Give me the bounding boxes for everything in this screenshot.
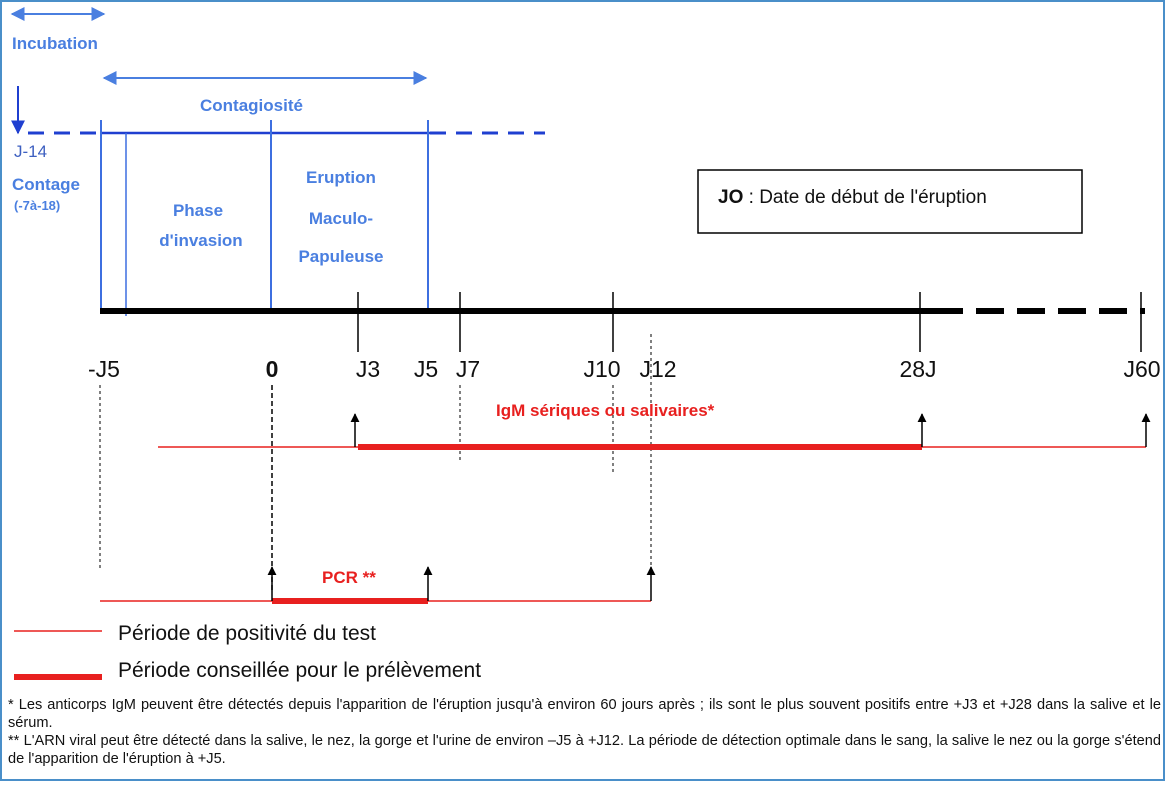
footnote-pcr: ** L'ARN viral peut être détecté dans la salive, le nez, la gorge et l'urine de environ –J5 à +J12. La période de détection optimale dans le sang, la salive le nez ou la gorge s'étend de l'apparition de l'éruption à +J5. (8, 733, 1161, 767)
axis-label-j12: J12 (639, 356, 677, 382)
legend-thick-label: Période conseillée pour le prélèvement (118, 659, 482, 682)
definition-term: JO (718, 187, 744, 208)
eruption-label-2: Maculo- (308, 209, 374, 228)
axis-label-0: 0 (265, 356, 279, 382)
legend-thin-label: Période de positivité du test (118, 622, 376, 645)
axis-label-minus-j5: -J5 (88, 356, 120, 382)
contage-label: Contage (12, 175, 80, 194)
axis-label-j5: J5 (413, 356, 439, 382)
pcr-label: PCR ** (322, 568, 376, 587)
footnote-igm: * Les anticorps IgM peuvent être détectés depuis l'apparition de l'éruption jusqu'à environ 60 jours après ; ils sont le plus souvent positifs entre +J3 et +J28 dans la salive et le sérum. (8, 697, 1161, 731)
j-minus-14-label: J-14 (14, 142, 48, 161)
axis-label-j60: J60 (1123, 356, 1161, 382)
eruption-label-3: Papuleuse (298, 247, 384, 266)
axis-label-j7: J7 (455, 356, 481, 382)
igm-label: IgM sériques ou salivaires* (496, 401, 715, 420)
contage-range-label: (-7à-18) (14, 198, 61, 213)
definition-text (718, 187, 987, 208)
axis-label-28j: 28J (899, 356, 937, 382)
phase-invasion-label-2: d'invasion (159, 231, 243, 250)
contagiosity-label: Contagiosité (200, 96, 303, 115)
eruption-label-1: Eruption (306, 168, 376, 187)
axis-label-j10: J10 (583, 356, 621, 382)
phase-invasion-label-1: Phase (172, 201, 224, 220)
footnotes (8, 696, 1161, 768)
definition-description: : Date de début de l'éruption (743, 187, 987, 208)
incubation-label: Incubation (12, 34, 98, 53)
axis-label-j3: J3 (355, 356, 381, 382)
